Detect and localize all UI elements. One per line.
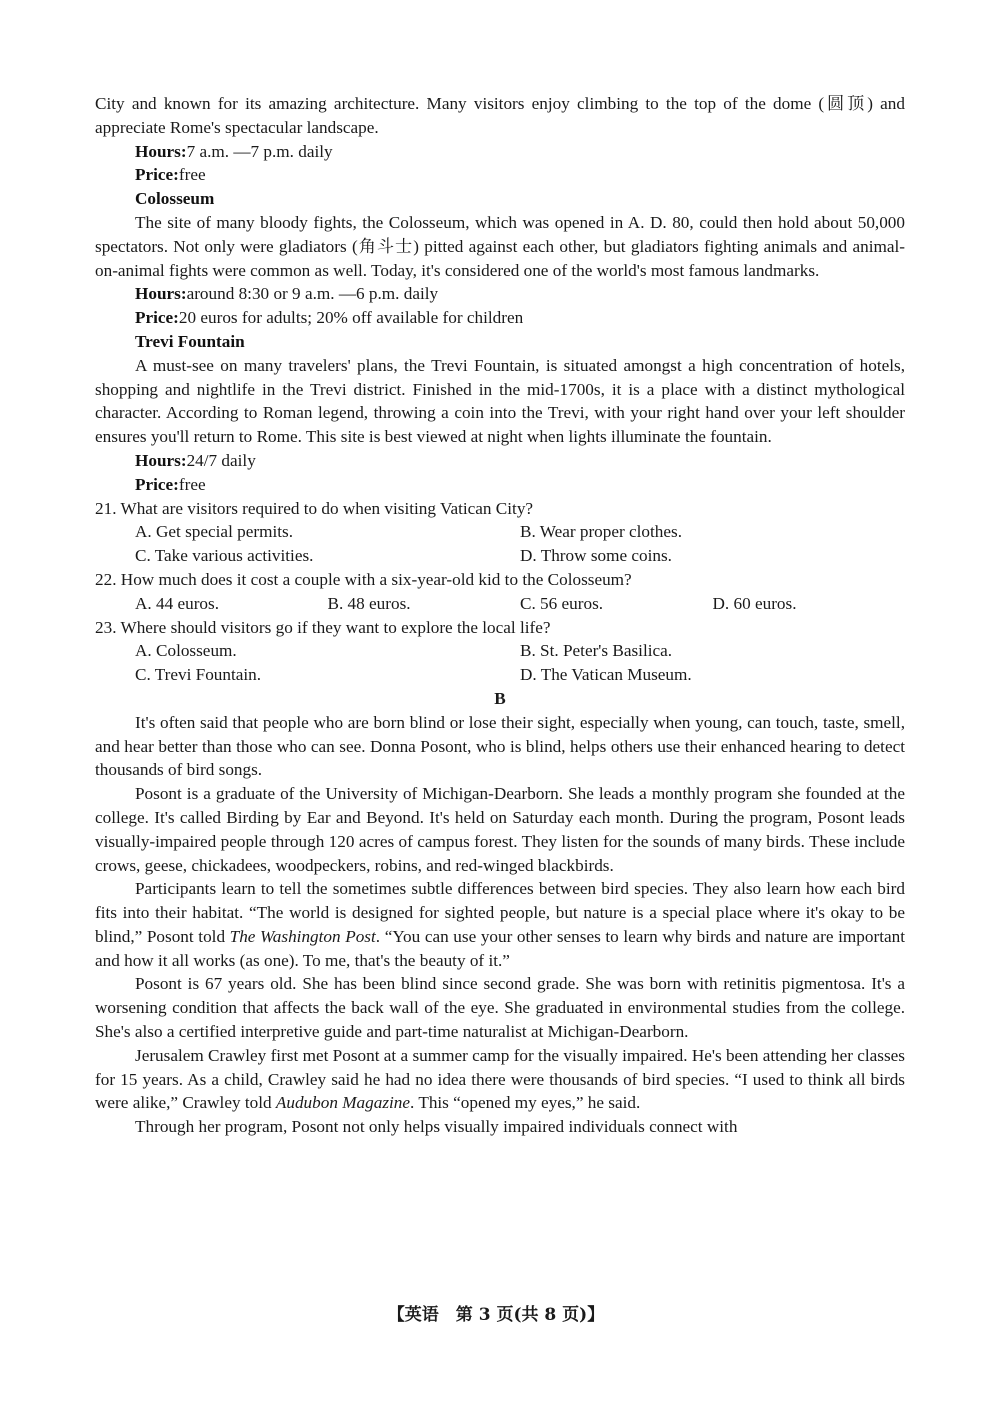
option-c: C. Take various activities.	[135, 546, 314, 566]
option-d: D. 60 euros.	[712, 593, 797, 613]
option-a: A. Get special permits.	[135, 522, 293, 542]
hours-label: Hours:	[135, 450, 187, 470]
option-b: B. Wear proper clothes.	[520, 522, 683, 542]
colosseum-price	[95, 306, 905, 330]
publication-title: Audubon Magazine	[275, 1093, 411, 1113]
option-c: C. 56 euros.	[520, 593, 604, 613]
option-b: B. St. Peter's Basilica.	[520, 641, 673, 661]
passage-b-paragraph-5: Jerusalem Crawley first met Posont at a summer camp for the visually impaired. He's been attending her classes for 15 years. As a child, Crawley said he had no idea there were thousands of bird species. “I used to think all birds were alike,” Crawley told Audubon Magazine. This “opened my eyes,” he said.	[95, 1045, 905, 1113]
vatican-text: City and known for its amazing architecture. Many visitors enjoy climbing to the top of the dome (圆顶) and appreciate Rome's spectacular landscape.	[95, 94, 905, 137]
price-label: Price:	[135, 165, 179, 185]
passage-b-paragraph-6: Through her program, Posont not only helps visually impaired individuals connect with	[135, 1117, 738, 1137]
vatican-hours	[95, 140, 905, 164]
hours-value: 24/7 daily	[186, 450, 256, 470]
question-21-options-row2	[95, 544, 905, 568]
page-footer: 【英语 第 3 页(共 8 页)】	[387, 1305, 605, 1325]
passage-b-paragraph-4: Posont is 67 years old. She has been blind since second grade. She was born with retinitis pigmentosa. It's a worsening condition that affects the back wall of the eye. She graduated in environmental studies from the college. She's also a certified interpretive guide and part-time naturalist at Michigan-Dearborn.	[95, 974, 905, 1042]
question-23-stem: 23. Where should visitors go if they want to explore the local life?	[95, 617, 551, 637]
price-label: Price:	[135, 308, 179, 328]
hours-label: Hours:	[135, 284, 187, 304]
question-23-options-row2	[95, 663, 905, 687]
section-b-heading: B	[494, 688, 506, 708]
option-c: C. Trevi Fountain.	[135, 665, 262, 685]
colosseum-heading: Colosseum	[135, 189, 215, 209]
trevi-price	[95, 473, 905, 497]
passage-b-paragraph-1: It's often said that people who are born blind or lose their sight, especially when young, can touch, taste, smell, and hear better than those who can see. Donna Posont, who is blind, helps others use their enhanced hearing to detect thousands of bird songs.	[95, 712, 905, 780]
passage-b-paragraph-3: Participants learn to tell the sometimes subtle differences between bird species. They also learn how each bird fits into their habitat. “The world is designed for sighted people, but nature is a special place where it's okay to be blind,” Posont told The Washington Post. “You can use your other senses to learn why birds and nature are important and how it all works (as one). To me, that's the beauty of it.”	[95, 879, 905, 970]
passage-b-paragraph-2: Posont is a graduate of the University of Michigan-Dearborn. She leads a monthly program she founded at the college. It's called Birding by Ear and Beyond. It's held on Saturday each month. During the program, Posont leads visually-impaired people through 120 acres of campus forest. They listen for the sounds of many birds. These include crows, geese, chickadees, woodpeckers, robins, and red-winged blackbirds.	[95, 784, 905, 875]
price-label: Price:	[135, 474, 179, 494]
colosseum-hours	[95, 282, 905, 306]
question-22-stem: 22. How much does it cost a couple with a six-year-old kid to the Colosseum?	[95, 569, 632, 589]
question-21-options	[95, 520, 905, 544]
hours-value: 7 a.m. —7 p.m. daily	[186, 141, 333, 161]
option-a: A. Colosseum.	[135, 641, 237, 661]
vatican-price	[95, 163, 905, 187]
publication-title: The Washington Post	[229, 926, 376, 946]
price-value: 20 euros for adults; 20% off available for children	[178, 308, 524, 328]
option-b: B. 48 euros.	[327, 593, 411, 613]
exam-page	[95, 92, 905, 1139]
hours-label: Hours:	[135, 141, 187, 161]
price-value: free	[178, 165, 206, 185]
trevi-heading: Trevi Fountain	[135, 331, 245, 351]
question-23-options	[95, 639, 905, 663]
price-value: free	[178, 474, 206, 494]
question-21-stem: 21. What are visitors required to do when visiting Vatican City?	[95, 498, 534, 518]
trevi-hours	[95, 449, 905, 473]
hours-value: around 8:30 or 9 a.m. —6 p.m. daily	[186, 284, 439, 304]
colosseum-text: The site of many bloody fights, the Colosseum, which was opened in A. D. 80, could then hold about 50,000 spectators. Not only were gladiators (角斗士) pitted against each other, but gladiators fighting animals and animal-on-animal fights were common as well. Today, it's considered one of the world's most famous landmarks.	[95, 212, 905, 280]
option-d: D. Throw some coins.	[520, 546, 672, 566]
option-a: A. 44 euros.	[135, 593, 220, 613]
trevi-text: A must-see on many travelers' plans, the Trevi Fountain, is situated amongst a high concentration of hotels, shopping and nightlife in the Trevi district. Finished in the mid-1700s, it is a place with a distinct mythological character. According to Roman legend, throwing a coin into the Trevi, with your right hand over your left shoulder ensures you'll return to Rome. This site is best viewed at night when lights illuminate the fountain.	[95, 355, 905, 447]
option-d: D. The Vatican Museum.	[520, 665, 692, 685]
question-22-options	[95, 592, 905, 616]
